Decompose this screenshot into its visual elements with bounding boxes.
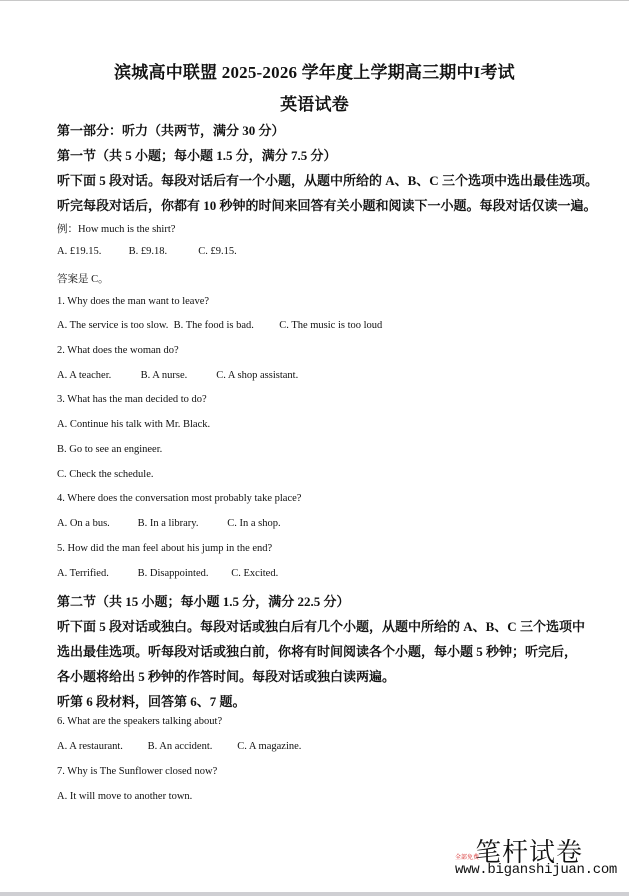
question-3: 3. What has the man decided to do? bbox=[57, 394, 207, 405]
question-5: 5. How did the man feel about his jump in the end? bbox=[57, 543, 273, 554]
example-option-b: B. £9.18. bbox=[128, 246, 168, 257]
q5-option-c: C. Excited. bbox=[231, 568, 279, 579]
section2-instruction-1: 听下面 5 段对话或独白。每段对话或独白后有几个小题，从题中所给的 A、B、C 三个选项中 bbox=[57, 619, 585, 634]
watermark-logo bbox=[455, 832, 625, 884]
q5-option-b: B. Disappointed. bbox=[137, 568, 209, 579]
question-6: 6. What are the speakers talking about? bbox=[57, 716, 223, 727]
q1-option-a: A. The service is too slow. bbox=[57, 320, 169, 331]
q3-option-c: C. Check the schedule. bbox=[57, 469, 154, 480]
q1-option-c: C. The music is too loud bbox=[279, 320, 383, 331]
question-1-options bbox=[57, 320, 382, 331]
q2-option-b: B. A nurse. bbox=[140, 370, 188, 381]
q3-option-b: B. Go to see an engineer. bbox=[57, 444, 163, 455]
question-4-options bbox=[57, 518, 281, 529]
document-title: 滨城高中联盟 2025-2026 学年度上学期高三期中I考试 bbox=[114, 63, 515, 82]
question-1: 1. Why does the man want to leave? bbox=[57, 296, 210, 307]
section2-instruction-3: 各小题将给出 5 秒钟的作答时间。每段对话或独白读两遍。 bbox=[57, 669, 396, 684]
section2-instruction-2: 选出最佳选项。听每段对话或独白前，你将有时间阅读各个小题，每小题 5 秒钟；听完后， bbox=[57, 644, 578, 659]
watermark-tagline: 全部免费 bbox=[455, 854, 480, 861]
document-subtitle: 英语试卷 bbox=[280, 95, 349, 114]
q5-option-a: A. Terrified. bbox=[57, 568, 109, 579]
section1-heading: 第一节（共 5 小题；每小题 1.5 分，满分 7.5 分） bbox=[57, 148, 337, 163]
q2-option-a: A. A teacher. bbox=[57, 370, 112, 381]
material-6-heading: 听第 6 段材料，回答第 6、7 题。 bbox=[57, 694, 246, 709]
example-options bbox=[57, 246, 237, 257]
q3-option-a: A. Continue his talk with Mr. Black. bbox=[57, 419, 211, 430]
q6-option-b: B. An accident. bbox=[147, 741, 213, 752]
example-option-c: C. £9.15. bbox=[198, 246, 237, 257]
q4-option-c: C. In a shop. bbox=[227, 518, 281, 529]
q4-option-a: A. On a bus. bbox=[57, 518, 110, 529]
watermark-url: www.biganshijuan.com bbox=[455, 862, 618, 878]
q7-option-a: A. It will move to another town. bbox=[57, 791, 193, 802]
q2-option-c: C. A shop assistant. bbox=[216, 370, 299, 381]
q1-option-b: B. The food is bad. bbox=[173, 320, 254, 331]
example-answer: 答案是 C。 bbox=[57, 274, 109, 285]
question-2: 2. What does the woman do? bbox=[57, 345, 179, 356]
question-2-options bbox=[57, 370, 298, 381]
section1-instruction-2: 听完每段对话后，你都有 10 秒钟的时间来回答有关小题和阅读下一小题。每段对话仅读一遍。 bbox=[57, 198, 597, 213]
q6-option-a: A. A restaurant. bbox=[57, 741, 123, 752]
section2-heading: 第二节（共 15 小题；每小题 1.5 分，满分 22.5 分） bbox=[57, 594, 350, 609]
watermark-brand: 笔杆试卷 bbox=[475, 838, 584, 868]
question-6-options bbox=[57, 741, 301, 752]
example-question: 例：How much is the shirt? bbox=[57, 224, 176, 235]
question-5-options bbox=[57, 568, 278, 579]
q6-option-c: C. A magazine. bbox=[237, 741, 302, 752]
bottom-border bbox=[0, 892, 629, 896]
example-option-a: A. £19.15. bbox=[57, 246, 102, 257]
q4-option-b: B. In a library. bbox=[137, 518, 199, 529]
section1-instruction-1: 听下面 5 段对话。每段对话后有一个小题，从题中所给的 A、B、C 三个选项中选出最佳选项。 bbox=[57, 173, 598, 188]
question-7: 7. Why is The Sunflower closed now? bbox=[57, 766, 218, 777]
part1-heading: 第一部分：听力（共两节，满分 30 分） bbox=[57, 123, 285, 138]
question-4: 4. Where does the conversation most probably take place? bbox=[57, 493, 302, 504]
